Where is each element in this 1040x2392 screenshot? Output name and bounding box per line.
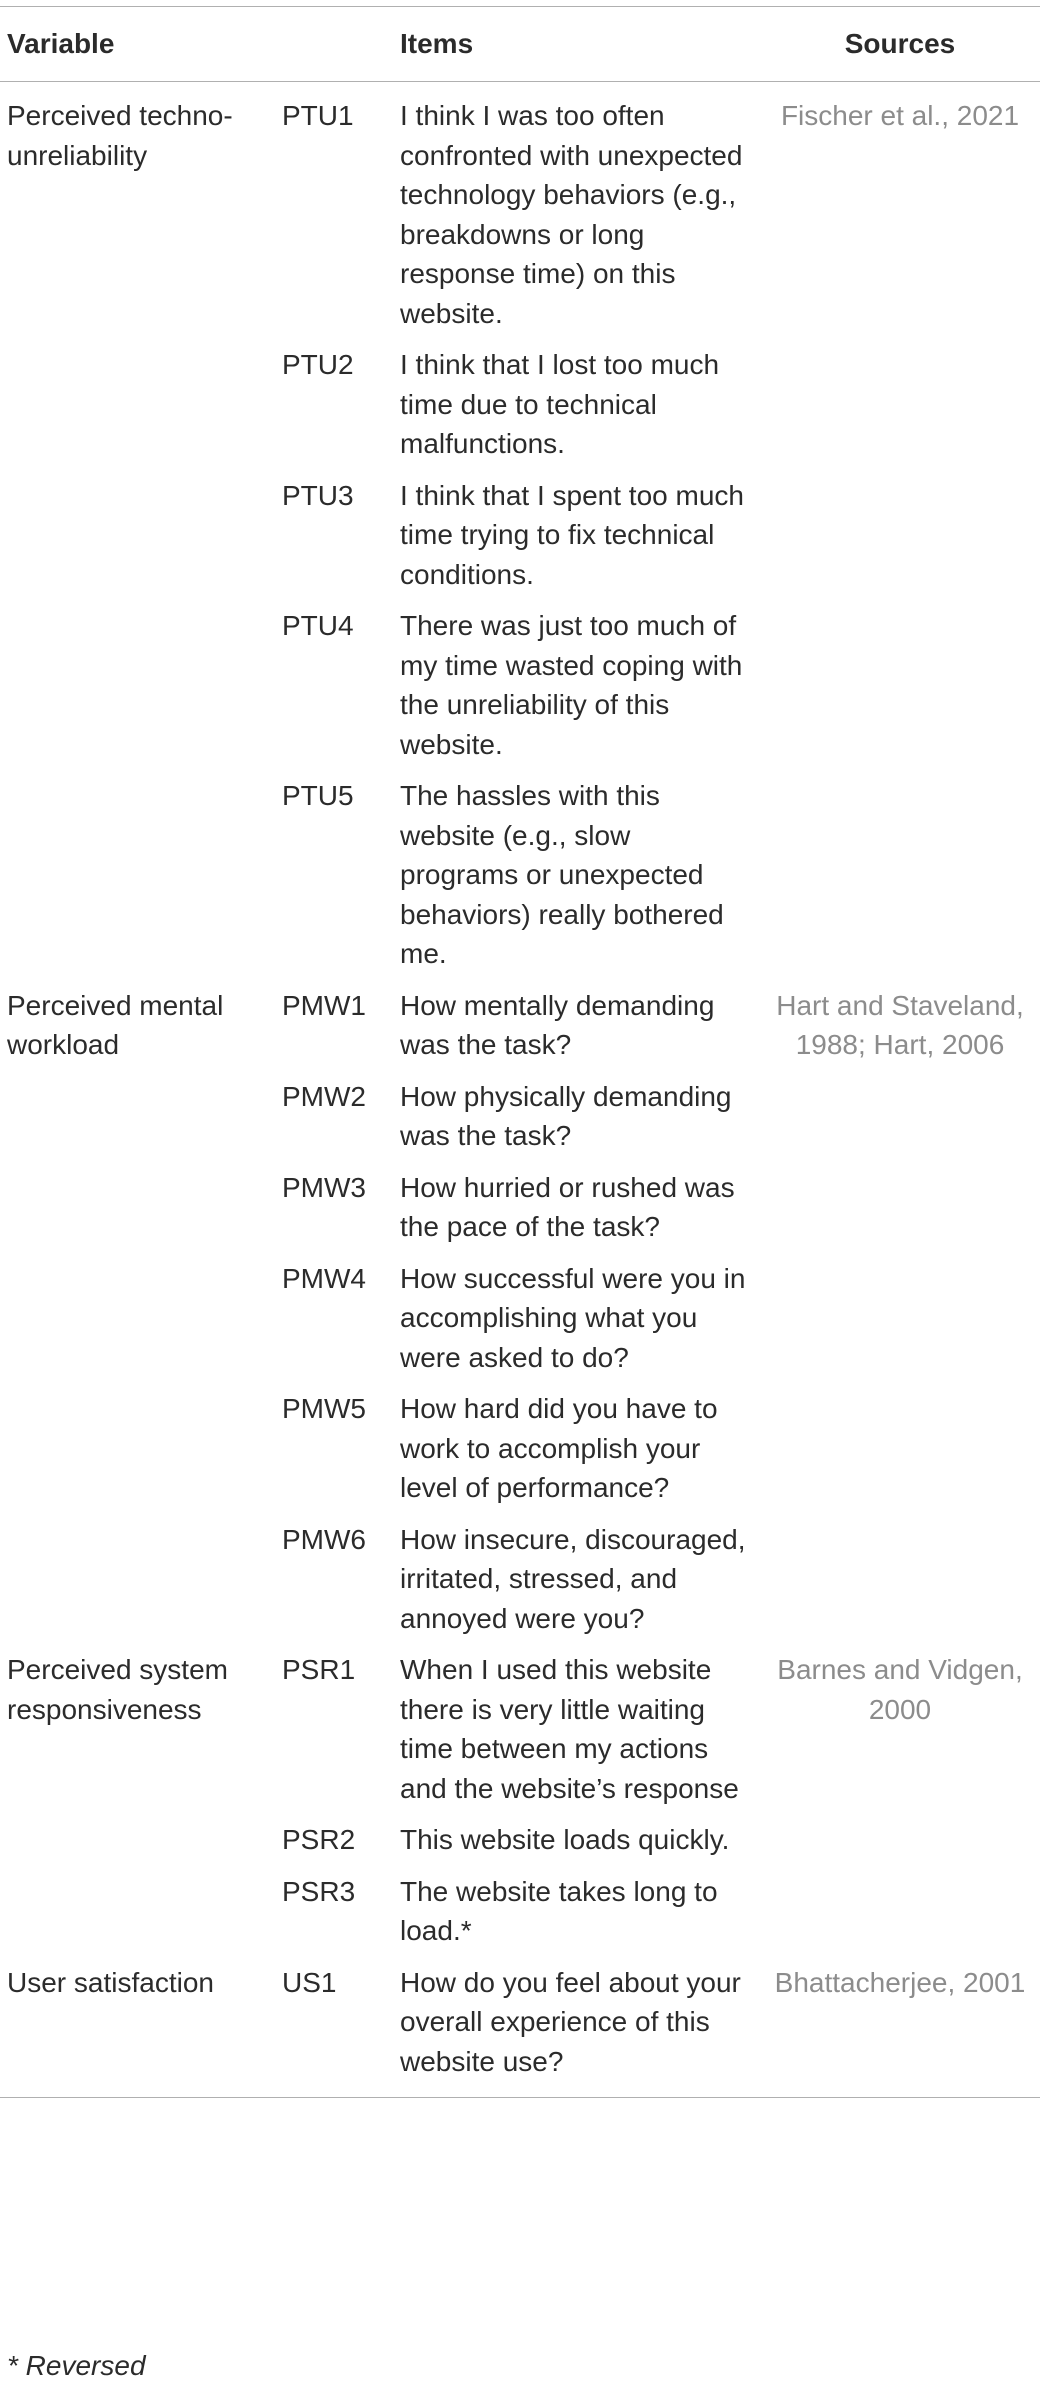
table-row (0, 1866, 1040, 1957)
variable-cell: User satisfaction (0, 1957, 282, 2098)
item-cell: I think that I spent too much time trying to fix technical conditions. (400, 479, 744, 590)
table-row (0, 1957, 1040, 2098)
table-row (0, 82, 1040, 340)
table-row (0, 470, 1040, 601)
table-row (0, 600, 1040, 770)
code-cell: PMW3 (282, 1171, 366, 1203)
source-cell (760, 1162, 1040, 1253)
variable-cell: Perceived system responsiveness (7, 1654, 228, 1725)
variable-cell: Perceived mental workload (7, 989, 224, 1060)
variable-cell (0, 1253, 282, 1384)
source-cell (760, 1383, 1040, 1514)
header-code-blank (282, 7, 400, 82)
table-footnote: * Reversed (7, 2350, 146, 2381)
item-cell: When I used this website there is very little waiting time between my actions and the website’s response (400, 1654, 739, 1804)
source-cell: Bhattacherjee, 2001 (760, 1957, 1040, 2098)
variable-cell (0, 339, 282, 470)
table-row (0, 339, 1040, 470)
item-cell: How do you feel about your overall experience of this website use? (400, 1957, 760, 2098)
code-cell: PMW2 (282, 1080, 366, 1112)
table-row (0, 770, 1040, 980)
variable-cell (0, 1162, 282, 1253)
variable-cell (0, 1514, 282, 1645)
code-cell: PMW4 (282, 1262, 366, 1294)
header-variable: Variable (0, 7, 282, 82)
source-cell: Hart and Staveland, 1988; Hart, 2006 (776, 989, 1024, 1060)
item-cell: The website takes long to load.* (400, 1875, 718, 1946)
code-cell: PSR2 (282, 1824, 356, 1855)
code-cell: PTU5 (282, 780, 354, 811)
header-sources: Sources (760, 7, 1040, 82)
item-cell: How successful were you in accomplishing what you were asked to do? (400, 1262, 746, 1373)
table-row (0, 1162, 1040, 1253)
code-cell: US1 (282, 1957, 400, 2098)
table-row (0, 1814, 1040, 1866)
item-cell: How physically demanding was the task? (400, 1080, 732, 1151)
variable-cell (0, 600, 282, 770)
source-cell (760, 470, 1040, 601)
table-header-row (0, 7, 1040, 82)
source-cell (760, 770, 1040, 980)
code-cell: PTU4 (282, 610, 354, 641)
source-cell: Barnes and Vidgen, 2000 (777, 1654, 1023, 1725)
item-cell: The hassles with this website (e.g., slow programs or unexpected behaviors) really bothered me. (400, 780, 724, 969)
source-cell (760, 1071, 1040, 1162)
variable-cell (0, 470, 282, 601)
item-cell: How hurried or rushed was the pace of the task? (400, 1171, 735, 1242)
code-cell: PSR3 (282, 1875, 356, 1907)
variable-cell: Perceived techno-unreliability (7, 100, 233, 171)
table-row (0, 1253, 1040, 1384)
source-cell (760, 1514, 1040, 1645)
code-cell: PTU3 (282, 479, 354, 511)
code-cell: PMW5 (282, 1393, 366, 1424)
source-cell (760, 339, 1040, 470)
source-cell (760, 1814, 1040, 1866)
variable-cell (0, 1383, 282, 1514)
variable-cell (0, 1866, 282, 1957)
variable-cell (0, 1814, 282, 1866)
item-cell: How hard did you have to work to accomplish your level of performance? (400, 1393, 718, 1503)
measurement-items-table (0, 6, 1040, 2098)
source-cell (760, 600, 1040, 770)
code-cell: PMW1 (282, 989, 366, 1021)
code-cell: PMW6 (282, 1523, 366, 1555)
code-cell: PSR1 (282, 1654, 356, 1685)
item-cell: This website loads quickly. (400, 1824, 730, 1855)
item-cell: How mentally demanding was the task? (400, 989, 715, 1060)
variable-cell (0, 770, 282, 980)
code-cell: PTU1 (282, 100, 354, 131)
source-cell (760, 1253, 1040, 1384)
item-cell: There was just too much of my time wasted coping with the unreliability of this website. (400, 610, 743, 760)
item-cell: I think I was too often confronted with unexpected technology behaviors (e.g., breakdowns or long response time) on this website. (400, 100, 743, 329)
table-row (0, 980, 1040, 1071)
code-cell: PTU2 (282, 349, 354, 380)
source-cell (760, 1866, 1040, 1957)
item-cell: How insecure, discouraged, irritated, stressed, and annoyed were you? (400, 1523, 746, 1634)
table-row (0, 1514, 1040, 1645)
table-row (0, 1644, 1040, 1814)
table-row (0, 1071, 1040, 1162)
header-items: Items (400, 7, 760, 82)
table-row (0, 1383, 1040, 1514)
source-cell: Fischer et al., 2021 (780, 100, 1020, 131)
item-cell: I think that I lost too much time due to technical malfunctions. (400, 349, 720, 459)
variable-cell (0, 1071, 282, 1162)
